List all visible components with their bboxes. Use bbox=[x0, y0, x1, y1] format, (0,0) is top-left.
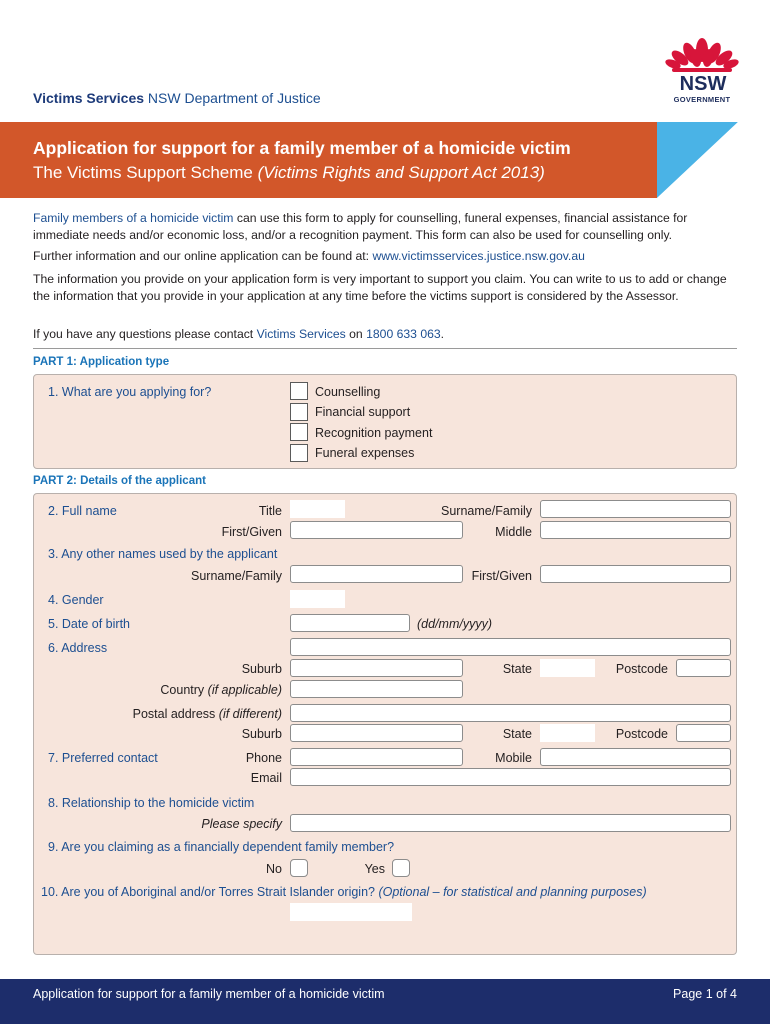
logo-government-text: GOVERNMENT bbox=[673, 95, 731, 104]
footer bbox=[0, 979, 770, 1024]
postal-postcode-input[interactable] bbox=[676, 724, 731, 742]
mobile-input[interactable] bbox=[540, 748, 731, 766]
gender-input[interactable] bbox=[290, 590, 345, 608]
state-input[interactable] bbox=[540, 659, 595, 677]
postal-suburb-label: Suburb bbox=[241, 727, 282, 741]
title-label: Title bbox=[258, 504, 282, 518]
phone-label: Phone bbox=[245, 751, 282, 765]
first-name-label: First/Given bbox=[221, 525, 282, 539]
other-first-name-label: First/Given bbox=[471, 569, 532, 583]
q4-label: 4. Gender bbox=[48, 593, 104, 607]
waratah-icon bbox=[664, 28, 740, 74]
first-name-input[interactable] bbox=[290, 521, 463, 539]
q10-label: 10. Are you of Aboriginal and/or Torres Strait Islander origin? (Optional – for statistical and planning purposes) bbox=[41, 885, 647, 899]
postal-suburb-input[interactable] bbox=[290, 724, 463, 742]
postal-postcode-label: Postcode bbox=[615, 727, 668, 741]
q3-label: 3. Any other names used by the applicant bbox=[48, 547, 278, 561]
counselling-label: Counselling bbox=[315, 385, 381, 399]
surname-label: Surname/Family bbox=[441, 504, 532, 518]
title-banner bbox=[0, 122, 738, 198]
financial-support-checkbox[interactable] bbox=[290, 403, 308, 421]
email-input[interactable] bbox=[290, 768, 731, 786]
website-link[interactable]: www.victimsservices.justice.nsw.gov.au bbox=[372, 249, 585, 263]
address-input[interactable] bbox=[290, 638, 731, 656]
q7-label: 7. Preferred contact bbox=[48, 751, 158, 765]
counselling-checkbox[interactable] bbox=[290, 382, 308, 400]
intro-paragraph-4: If you have any questions please contact Victims Services on 1800 633 063. bbox=[33, 327, 445, 341]
q9-label: 9. Are you claiming as a financially dependent family member? bbox=[48, 840, 395, 854]
dob-input[interactable] bbox=[290, 614, 410, 632]
part2-heading: PART 2: Details of the applicant bbox=[33, 475, 206, 487]
q8-label: 8. Relationship to the homicide victim bbox=[48, 796, 255, 810]
logo-nsw-text: NSW bbox=[679, 73, 727, 95]
q6-label: 6. Address bbox=[48, 641, 108, 655]
postcode-input[interactable] bbox=[676, 659, 731, 677]
other-surname-input[interactable] bbox=[290, 565, 463, 583]
divider bbox=[33, 348, 737, 349]
footer-title: Application for support for a family member of a homicide victim bbox=[33, 987, 385, 1001]
dependent-yes-checkbox[interactable] bbox=[392, 859, 410, 877]
q2-label: 2. Full name bbox=[48, 504, 117, 518]
state-label: State bbox=[502, 662, 532, 676]
title-input[interactable] bbox=[290, 500, 345, 518]
middle-name-label: Middle bbox=[495, 525, 532, 539]
please-specify-label: Please specify bbox=[201, 817, 282, 831]
q1-label: 1. What are you applying for? bbox=[48, 385, 212, 399]
aboriginal-origin-select[interactable] bbox=[290, 903, 412, 921]
dependent-no-checkbox[interactable] bbox=[290, 859, 308, 877]
suburb-label: Suburb bbox=[241, 662, 282, 676]
page-number: Page 1 of 4 bbox=[673, 987, 737, 1001]
q5-label: 5. Date of birth bbox=[48, 617, 130, 631]
postal-address-label: Postal address (if different) bbox=[132, 707, 282, 721]
no-label: No bbox=[266, 862, 282, 876]
financial-support-label: Financial support bbox=[315, 405, 411, 419]
yes-label: Yes bbox=[364, 862, 385, 876]
postal-state-label: State bbox=[502, 727, 532, 741]
funeral-expenses-checkbox[interactable] bbox=[290, 444, 308, 462]
suburb-input[interactable] bbox=[290, 659, 463, 677]
other-surname-label: Surname/Family bbox=[191, 569, 282, 583]
relationship-input[interactable] bbox=[290, 814, 731, 832]
intro-paragraph-2: Further information and our online application can be found at: www.victimsservices.justice.nsw.gov.au bbox=[33, 249, 585, 263]
other-first-name-input[interactable] bbox=[540, 565, 731, 583]
form-subtitle: The Victims Support Scheme (Victims Rights and Support Act 2013) bbox=[33, 163, 545, 182]
postal-address-input[interactable] bbox=[290, 704, 731, 722]
intro-paragraph-3: The information you provide on your application form is very important to support you claim. You can write to us to add or change the information that you provide in your application at any time before the victims support is considered by the Assessor. bbox=[33, 272, 727, 303]
dob-format-hint: (dd/mm/yyyy) bbox=[417, 617, 492, 631]
agency-name: Victims Services NSW Department of Justice bbox=[33, 90, 321, 106]
intro-paragraph-1: Family members of a homicide victim can use this form to apply for counselling, funeral expenses, financial assistance for immediate needs and/or economic loss, and/or a recognition payment. This form can also be used for counselling only. bbox=[33, 211, 688, 242]
phone-input[interactable] bbox=[290, 748, 463, 766]
country-input[interactable] bbox=[290, 680, 463, 698]
postal-state-input[interactable] bbox=[540, 724, 595, 742]
country-label: Country (if applicable) bbox=[160, 683, 282, 697]
postcode-label: Postcode bbox=[615, 662, 668, 676]
middle-name-input[interactable] bbox=[540, 521, 731, 539]
recognition-payment-checkbox[interactable] bbox=[290, 423, 308, 441]
mobile-label: Mobile bbox=[495, 751, 532, 765]
email-label: Email bbox=[250, 771, 282, 785]
funeral-expenses-label: Funeral expenses bbox=[315, 446, 415, 460]
recognition-payment-label: Recognition payment bbox=[315, 426, 433, 440]
surname-input[interactable] bbox=[540, 500, 731, 518]
nsw-government-logo bbox=[664, 28, 740, 108]
part1-heading: PART 1: Application type bbox=[33, 356, 170, 368]
form-title: Application for support for a family member of a homicide victim bbox=[33, 138, 571, 158]
